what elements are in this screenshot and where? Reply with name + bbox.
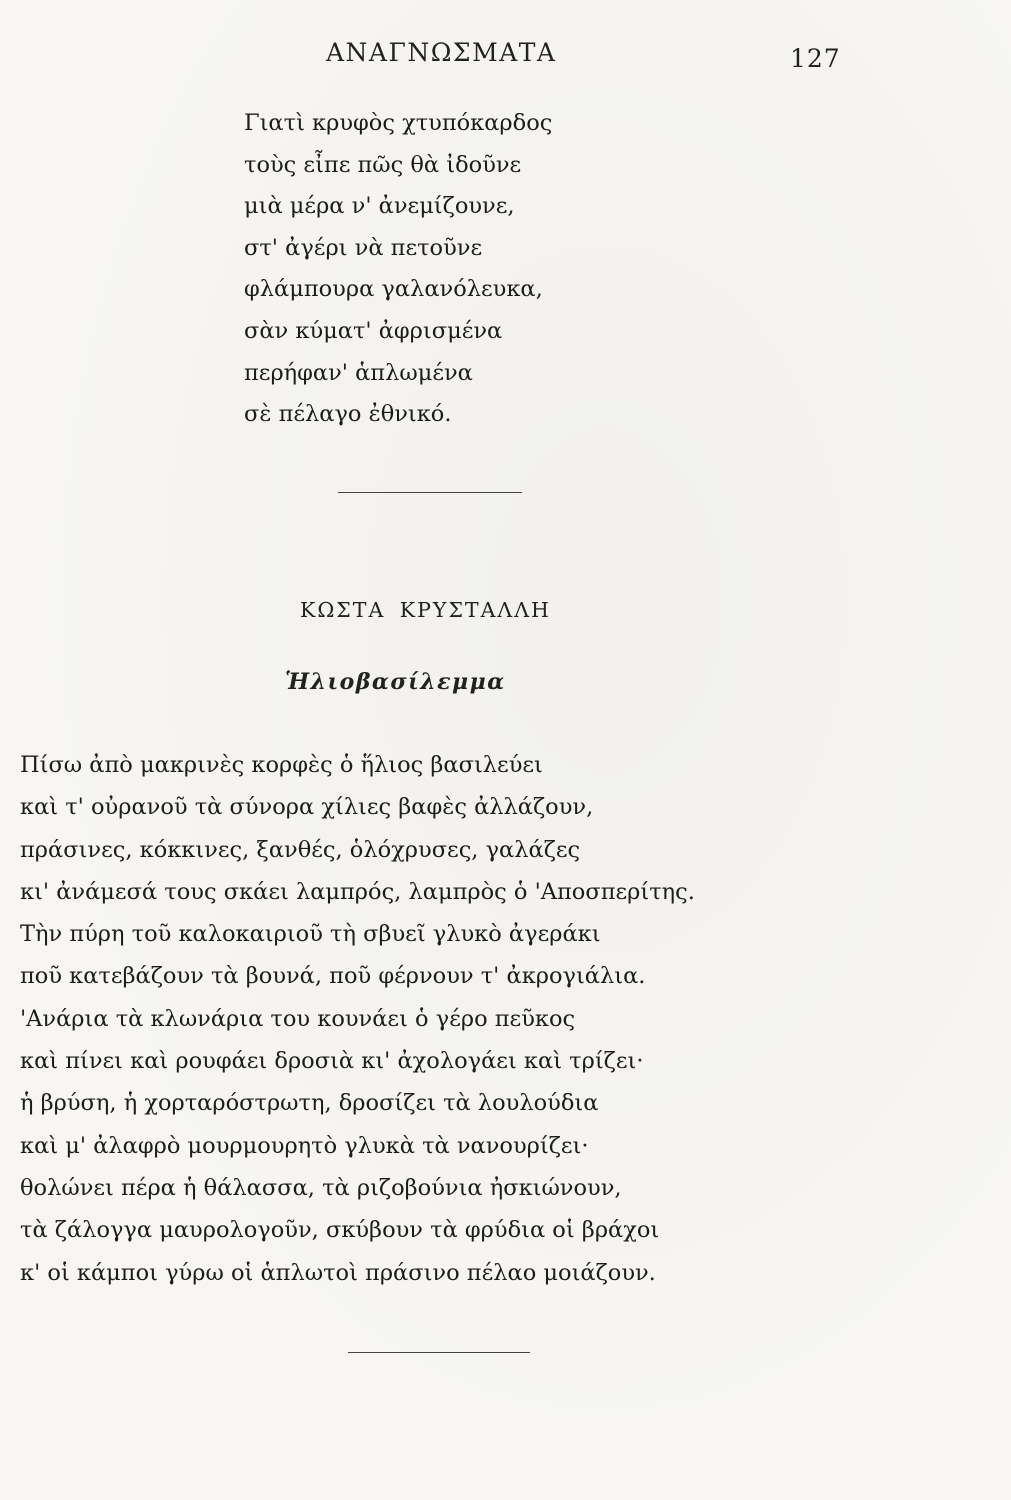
poem-line: θολώνει πέρα ἡ θάλασσα, τὰ ριζοβούνια ἠσκιώνουν, [20, 1174, 622, 1201]
poem-line: τὰ ζάλογγα μαυρολογοῦν, σκύβουν τὰ φρύδια οἱ βράχοι [20, 1217, 660, 1244]
poem-line: στ' ἀγέρι νὰ πετοῦνε [244, 234, 483, 261]
poem-line: φλάμπουρα γαλανόλευκα, [244, 276, 543, 303]
poem-title: Ἡλιοβασίλεμμα [285, 669, 506, 695]
poem-line: πράσινες, κόκκινες, ξανθές, ὁλόχρυσες, γαλάζες [20, 836, 581, 863]
poem-body [20, 744, 695, 1294]
poem-line: τοὺς εἶπε πῶς θὰ ἰδοῦνε [244, 151, 522, 178]
author-heading: ΚΩΣΤΑ ΚΡΥΣΤΑΛΛΗ [300, 598, 551, 622]
running-head: ΑΝΑΓΝΩΣΜΑΤΑ [326, 38, 557, 67]
poem-line: κ' οἱ κάμποι γύρω οἱ ἁπλωτοὶ πράσινο πέλαο μοιάζουν. [20, 1259, 656, 1286]
poem-line: μιὰ μέρα ν' ἀνεμίζουνε, [244, 193, 515, 220]
poem-stanza [244, 103, 552, 436]
poem-line: περήφαν' ἁπλωμένα [244, 359, 473, 386]
section-divider [338, 492, 522, 493]
poem-line: σὰν κύματ' ἀφρισμένα [244, 317, 503, 344]
poem-line: σὲ πέλαγο ἐθνικό. [244, 401, 452, 428]
poem-line: Γιατὶ κρυφὸς χτυπόκαρδος [244, 110, 553, 136]
page-number: 127 [790, 44, 841, 73]
poem-line: καὶ πίνει καὶ ρουφάει δροσιὰ κι' ἀχολογάει καὶ τρίζει· [20, 1048, 644, 1075]
poem-line: κι' ἀνάμεσά τους σκάει λαμπρός, λαμπρὸς ὁ 'Αποσπερίτης. [20, 878, 695, 905]
poem-line: καὶ τ' οὐρανοῦ τὰ σύνορα χίλιες βαφὲς ἀλλάζουν, [20, 794, 594, 821]
poem-line: Τὴν πύρη τοῦ καλοκαιριοῦ τὴ σβυεῖ γλυκὸ ἀγεράκι [20, 921, 601, 948]
poem-line: καὶ μ' ἀλαφρὸ μουρμουρητὸ γλυκὰ τὰ νανουρίζει· [20, 1132, 589, 1159]
poem-line: ἡ βρύση, ἡ χορταρόστρωτη, δροσίζει τὰ λουλούδια [20, 1090, 599, 1117]
end-divider [348, 1352, 530, 1353]
poem-line: ποῦ κατεβάζουν τὰ βουνά, ποῦ φέρνουν τ' ἀκρογιάλια. [20, 963, 646, 990]
poem-line: 'Ανάρια τὰ κλωνάρια του κουνάει ὁ γέρο πεῦκος [20, 1005, 576, 1032]
poem-line: Πίσω ἀπὸ μακρινὲς κορφὲς ὁ ἥλιος βασιλεύει [20, 752, 543, 778]
